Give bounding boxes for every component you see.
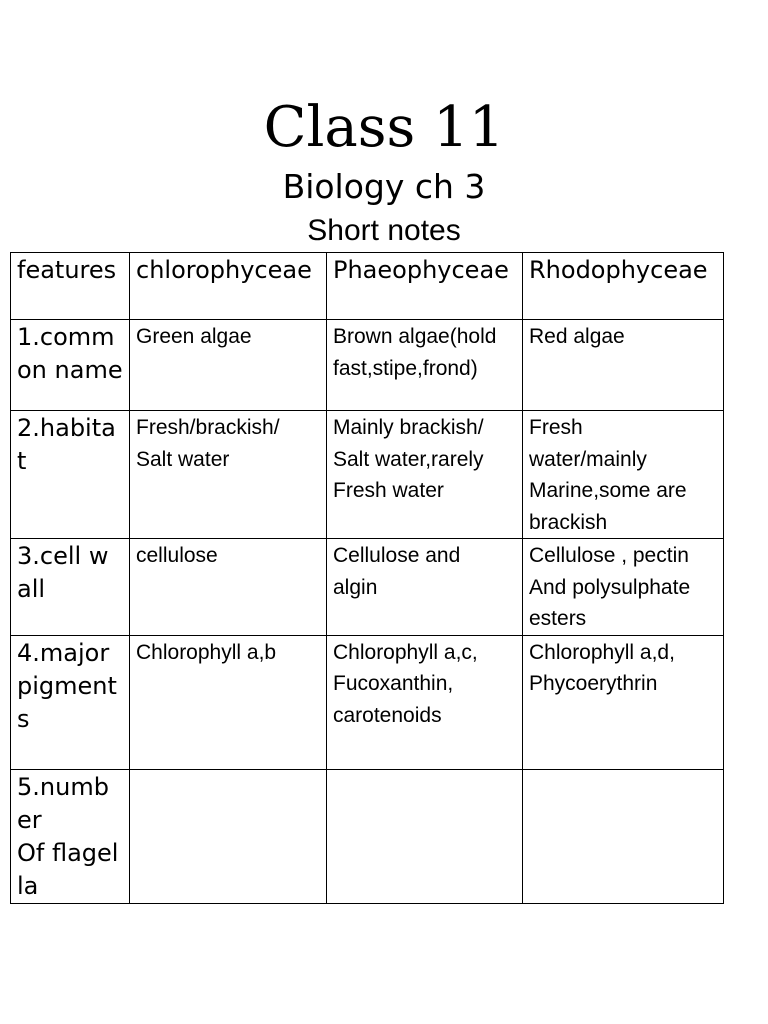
page-subtitle-notes: Short notes <box>307 214 461 247</box>
rhodophyceae-cell: Red algae <box>523 320 724 411</box>
rhodophyceae-cell: Chlorophyll a,d, Phycoerythrin <box>523 635 724 769</box>
rhodophyceae-cell: Cellulose , pectin And polysulphate esters <box>523 539 724 636</box>
feature-cell: 2.habitat <box>11 411 130 539</box>
phaeophyceae-cell: Brown algae(hold fast,stipe,frond) <box>327 320 523 411</box>
header-cell-chlorophyceae: chlorophyceae <box>130 253 327 320</box>
page-title: Class 11 <box>263 95 505 160</box>
table-row <box>11 635 724 769</box>
page-subtitle: Biology ch 3 <box>282 167 486 206</box>
header-cell-features: features <box>11 253 130 320</box>
comparison-table <box>10 252 724 904</box>
rhodophyceae-cell: Fresh water/mainly Marine,some are brackish <box>523 411 724 539</box>
table-row <box>11 539 724 636</box>
chlorophyceae-cell <box>130 769 327 903</box>
phaeophyceae-cell: Mainly brackish/ Salt water,rarely Fresh water <box>327 411 523 539</box>
chlorophyceae-cell: Fresh/brackish/ Salt water <box>130 411 327 539</box>
feature-cell: 1.common name <box>11 320 130 411</box>
table-row <box>11 411 724 539</box>
phaeophyceae-cell: Cellulose and algin <box>327 539 523 636</box>
phaeophyceae-cell: Chlorophyll a,c, Fucoxanthin, carotenoids <box>327 635 523 769</box>
table-header-row <box>11 253 724 320</box>
header-cell-rhodophyceae: Rhodophyceae <box>523 253 724 320</box>
chlorophyceae-cell: cellulose <box>130 539 327 636</box>
feature-cell: 5.number Of flagella <box>11 769 130 903</box>
table-row <box>11 769 724 903</box>
feature-cell: 3.cell wall <box>11 539 130 636</box>
chlorophyceae-cell: Chlorophyll a,b <box>130 635 327 769</box>
feature-cell: 4.major pigments <box>11 635 130 769</box>
chlorophyceae-cell: Green algae <box>130 320 327 411</box>
phaeophyceae-cell <box>327 769 523 903</box>
rhodophyceae-cell <box>523 769 724 903</box>
table-row <box>11 320 724 411</box>
header-cell-phaeophyceae: Phaeophyceae <box>327 253 523 320</box>
